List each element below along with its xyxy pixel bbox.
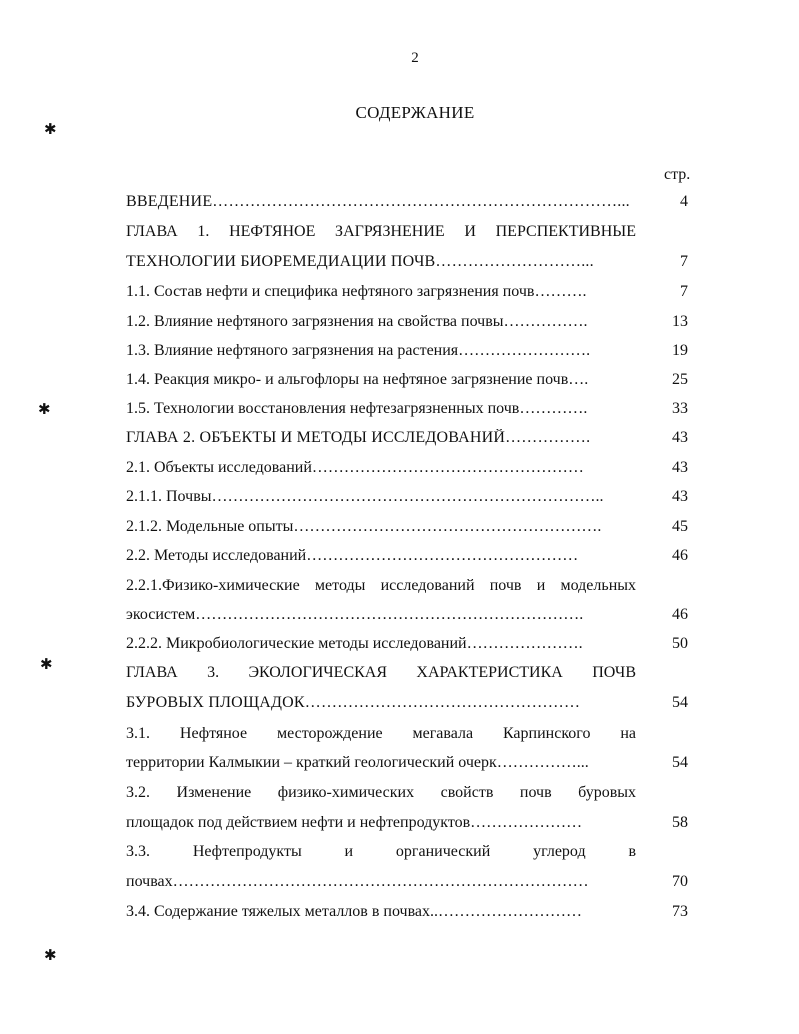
toc-entry-page: 43 xyxy=(672,459,688,476)
toc-entry-page: 45 xyxy=(672,518,688,535)
margin-mark: ✱ xyxy=(38,402,51,418)
toc-entry-text: площадок под действием нефти и нефтепродуктов………………… xyxy=(126,814,583,831)
toc-entry-page: 54 xyxy=(672,754,688,771)
toc-entry-page: 73 xyxy=(672,903,688,920)
toc-entry-page: 43 xyxy=(672,488,688,505)
toc-entry-text: ГЛАВА 2. ОБЪЕКТЫ И МЕТОДЫ ИССЛЕДОВАНИЙ……………. xyxy=(126,429,591,446)
toc-entry-text: ТЕХНОЛОГИИ БИОРЕМЕДИАЦИИ ПОЧВ………………………... xyxy=(126,253,594,270)
toc-entry-text: 2.1. Объекты исследований…………………………………………… xyxy=(126,459,584,476)
toc-entry-text: экосистем………………………………………………………………. xyxy=(126,606,584,623)
toc-entry-line1: 3.2. Изменение физико-химических свойств почв буровых xyxy=(126,784,636,801)
toc-entry-page: 33 xyxy=(672,400,688,417)
toc-entry-page: 54 xyxy=(672,694,688,711)
page-number: 2 xyxy=(411,50,419,66)
toc-entry-page: 46 xyxy=(672,606,688,623)
toc-entry-text: 2.2. Методы исследований…………………………………………… xyxy=(126,547,579,564)
toc-entry-line1: 2.2.1.Физико-химические методы исследований почв и модельных xyxy=(126,577,636,594)
toc-entry-text: 2.1.2. Модельные опыты…………………………………………………. xyxy=(126,518,602,535)
margin-mark: ✱ xyxy=(40,657,53,673)
margin-mark: ✱ xyxy=(44,122,57,138)
toc-entry-text: 1.3. Влияние нефтяного загрязнения на растения……………………. xyxy=(126,342,591,359)
toc-entry-page: 58 xyxy=(672,814,688,831)
toc-entry-page: 25 xyxy=(672,371,688,388)
toc-entry-page: 13 xyxy=(672,313,688,330)
page-column-header: стр. xyxy=(664,166,691,183)
toc-entry-page: 46 xyxy=(672,547,688,564)
toc-entry-text: 3.4. Содержание тяжелых металлов в почвах..……………………… xyxy=(126,903,583,920)
toc-entry-line1: ГЛАВА 1. НЕФТЯНОЕ ЗАГРЯЗНЕНИЕ И ПЕРСПЕКТИВНЫЕ xyxy=(126,223,636,240)
toc-entry-text: почвах…………………………………………………………………… xyxy=(126,873,589,890)
toc-entry-page: 50 xyxy=(672,635,688,652)
toc-entry-page: 43 xyxy=(672,429,688,446)
toc-entry-text: 1.4. Реакция микро- и альгофлоры на нефтяное загрязнение почв…. xyxy=(126,371,589,388)
toc-entry-text: 2.1.1. Почвы……………………………………………………………….. xyxy=(126,488,604,505)
toc-entry-line1: 3.1. Нефтяное месторождение мегавала Карпинского на xyxy=(126,725,636,742)
toc-entry-text: 1.5. Технологии восстановления нефтезагрязненных почв…………. xyxy=(126,400,588,417)
toc-entry-page: 7 xyxy=(680,253,688,270)
toc-entry-text: территории Калмыкии – краткий геологический очерк……………... xyxy=(126,754,589,771)
toc-entry-text: БУРОВЫХ ПЛОЩАДОК…………………………………………… xyxy=(126,694,581,711)
toc-entry-text: 1.2. Влияние нефтяного загрязнения на свойства почвы……………. xyxy=(126,313,588,330)
page-title: СОДЕРЖАНИЕ xyxy=(355,103,475,122)
margin-mark: ✱ xyxy=(44,948,57,964)
toc-entry-text: 1.1. Состав нефти и специфика нефтяного загрязнения почв………. xyxy=(126,283,587,300)
toc-entry-line1: 3.3. Нефтепродукты и органический углерод в xyxy=(126,843,636,860)
toc-entry-page: 19 xyxy=(672,342,688,359)
toc-entry-page: 70 xyxy=(672,873,688,890)
toc-entry-line1: ГЛАВА 3. ЭКОЛОГИЧЕСКАЯ ХАРАКТЕРИСТИКА ПОЧВ xyxy=(126,664,636,681)
toc-entry-page: 4 xyxy=(680,193,688,210)
toc-entry-text: 2.2.2. Микробиологические методы исследований…………………. xyxy=(126,635,583,652)
toc-entry-text: ВВЕДЕНИЕ…………………………………………………………………... xyxy=(126,193,630,210)
toc-entry-page: 7 xyxy=(680,283,688,300)
